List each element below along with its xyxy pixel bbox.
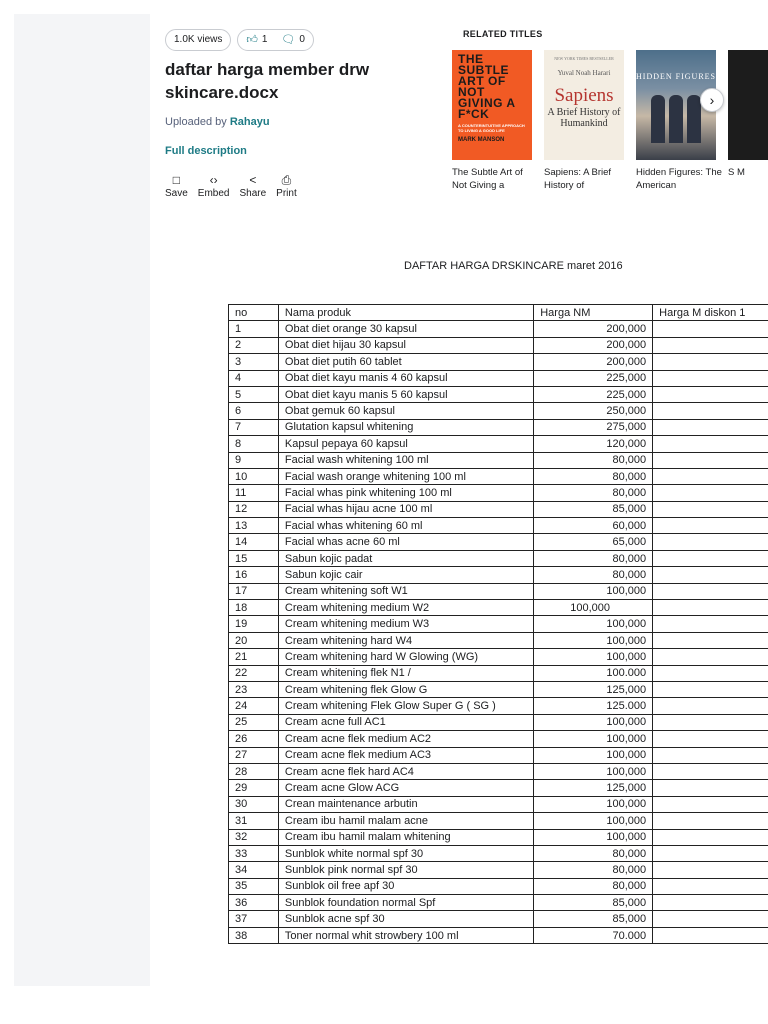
cell-price-nm: 80,000 <box>534 452 653 468</box>
book-cover-4[interactable] <box>728 50 768 160</box>
table-row <box>229 796 768 812</box>
cell-product: Facial wash orange whitening 100 ml <box>278 468 533 484</box>
document-title: daftar harga member drw skincare.docx <box>165 60 370 102</box>
table-row <box>229 468 768 484</box>
cell-price-m <box>653 632 768 648</box>
cell-product: Cream whitening soft W1 <box>278 583 533 599</box>
table-row <box>229 485 768 501</box>
carousel-next-button[interactable] <box>700 88 724 112</box>
cell-no: 13 <box>229 518 279 534</box>
cell-price-nm: 65,000 <box>534 534 653 550</box>
cell-product: Sabun kojic padat <box>278 550 533 566</box>
table-row <box>229 731 768 747</box>
cell-price-m <box>653 747 768 763</box>
cell-price-nm: 275,000 <box>534 419 653 435</box>
cell-no: 36 <box>229 895 279 911</box>
views-count: 1.0K views <box>174 34 223 45</box>
thumbs-up-icon[interactable]: 👍︎ <box>246 34 258 46</box>
related-book-4[interactable] <box>728 50 768 179</box>
comments-count: 0 <box>299 34 305 45</box>
cell-price-nm: 200,000 <box>534 337 653 353</box>
cell-no: 16 <box>229 567 279 583</box>
cell-price-m <box>653 354 768 370</box>
price-table <box>228 304 768 944</box>
cell-price-nm: 100,000 <box>534 616 653 632</box>
cell-product: Toner normal whit strowbery 100 ml <box>278 927 533 943</box>
table-body <box>229 321 768 944</box>
cell-no: 5 <box>229 386 279 402</box>
cell-no: 11 <box>229 485 279 501</box>
cell-no: 25 <box>229 714 279 730</box>
cell-price-m <box>653 337 768 353</box>
cell-price-nm: 80,000 <box>534 485 653 501</box>
cell-price-m <box>653 845 768 861</box>
cell-price-m <box>653 714 768 730</box>
column-header-product: Nama produk <box>278 305 533 321</box>
book-caption[interactable]: Hidden Figures: The American <box>636 167 722 191</box>
stats-row <box>165 29 314 51</box>
table-row <box>229 501 768 517</box>
table-row <box>229 665 768 681</box>
cell-price-nm: 85,000 <box>534 895 653 911</box>
cell-price-m <box>653 927 768 943</box>
cell-product: Sunblok foundation normal Spf <box>278 895 533 911</box>
left-rail <box>14 14 150 986</box>
cell-product: Obat diet kayu manis 5 60 kapsul <box>278 386 533 402</box>
cell-price-m <box>653 731 768 747</box>
cell-price-nm: 80,000 <box>534 567 653 583</box>
cell-price-nm: 125,000 <box>534 681 653 697</box>
column-header-price-nm: Harga NM <box>534 305 653 321</box>
cell-price-m <box>653 649 768 665</box>
cell-price-m <box>653 567 768 583</box>
cell-price-m <box>653 468 768 484</box>
table-row <box>229 649 768 665</box>
cell-price-nm: 225,000 <box>534 386 653 402</box>
cell-price-m <box>653 485 768 501</box>
cell-price-nm: 100,000 <box>534 583 653 599</box>
table-row <box>229 714 768 730</box>
cell-product: Facial whas acne 60 ml <box>278 534 533 550</box>
share-label: Share <box>239 188 267 199</box>
table-row <box>229 419 768 435</box>
print-icon: ⎙ <box>281 173 292 187</box>
cell-product: Facial whas whitening 60 ml <box>278 518 533 534</box>
cell-price-nm: 250,000 <box>534 403 653 419</box>
column-header-no: no <box>229 305 279 321</box>
cell-price-m <box>653 796 768 812</box>
cell-price-m <box>653 763 768 779</box>
cell-no: 7 <box>229 419 279 435</box>
cell-product: Cream whitening medium W3 <box>278 616 533 632</box>
related-book-2[interactable] <box>544 50 626 192</box>
cell-price-nm: 80,000 <box>534 550 653 566</box>
uploaded-by <box>165 116 270 128</box>
table-row <box>229 878 768 894</box>
cell-no: 6 <box>229 403 279 419</box>
table-header-row <box>229 305 768 321</box>
cell-no: 26 <box>229 731 279 747</box>
table-row <box>229 862 768 878</box>
cell-no: 30 <box>229 796 279 812</box>
cell-no: 9 <box>229 452 279 468</box>
likes-count: 1 <box>261 34 268 45</box>
cell-product: Facial wash whitening 100 ml <box>278 452 533 468</box>
table-row <box>229 698 768 714</box>
cell-price-m <box>653 698 768 714</box>
comment-icon[interactable]: 🗨︎ <box>281 34 296 46</box>
table-row <box>229 600 768 616</box>
chevron-right-icon: › <box>709 92 715 108</box>
cell-product: Sunblok oil free apf 30 <box>278 878 533 894</box>
related-book-3[interactable] <box>636 50 722 192</box>
cell-price-nm: 70.000 <box>534 927 653 943</box>
cell-price-nm: 80,000 <box>534 878 653 894</box>
cover-top: NEW YORK TIMES BESTSELLER <box>554 56 614 61</box>
table-row <box>229 534 768 550</box>
cell-price-nm: 100,000 <box>534 796 653 812</box>
cell-price-m <box>653 665 768 681</box>
cell-price-nm: 100,000 <box>534 600 653 616</box>
table-row <box>229 927 768 943</box>
table-row <box>229 403 768 419</box>
cell-product: Cream whitening hard W Glowing (WG) <box>278 649 533 665</box>
cell-price-nm: 85,000 <box>534 911 653 927</box>
cell-product: Cream ibu hamil malam whitening <box>278 829 533 845</box>
cell-no: 1 <box>229 321 279 337</box>
cell-no: 18 <box>229 600 279 616</box>
cell-no: 35 <box>229 878 279 894</box>
table-row <box>229 616 768 632</box>
share-icon: < <box>249 173 257 187</box>
cell-price-nm: 60,000 <box>534 518 653 534</box>
cell-no: 14 <box>229 534 279 550</box>
table-row <box>229 370 768 386</box>
share-button[interactable] <box>239 172 266 199</box>
cell-no: 37 <box>229 911 279 927</box>
cell-product: Sunblok acne spf 30 <box>278 911 533 927</box>
table-row <box>229 632 768 648</box>
related-book-1[interactable] <box>452 50 534 192</box>
table-row <box>229 911 768 927</box>
document-page <box>150 214 768 986</box>
column-header-price-m: Harga M diskon 1 <box>653 305 768 321</box>
cell-price-m <box>653 616 768 632</box>
cell-no: 34 <box>229 862 279 878</box>
cover-author: MARK MANSON <box>458 137 505 143</box>
table-row <box>229 583 768 599</box>
table-row <box>229 829 768 845</box>
cell-product: Sunblok white normal spf 30 <box>278 845 533 861</box>
table-row <box>229 780 768 796</box>
cell-no: 2 <box>229 337 279 353</box>
cell-price-m <box>653 534 768 550</box>
cell-product: Cream acne flek hard AC4 <box>278 763 533 779</box>
table-row <box>229 550 768 566</box>
table-row <box>229 567 768 583</box>
cell-no: 38 <box>229 927 279 943</box>
embed-button[interactable] <box>198 172 230 199</box>
cell-price-m <box>653 452 768 468</box>
cell-price-nm: 85,000 <box>534 501 653 517</box>
cell-price-m <box>653 878 768 894</box>
cell-price-m <box>653 780 768 796</box>
cell-price-m <box>653 895 768 911</box>
cell-no: 23 <box>229 681 279 697</box>
table-row <box>229 321 768 337</box>
book-cover-subtle-art[interactable] <box>452 50 532 160</box>
cell-no: 3 <box>229 354 279 370</box>
cell-no: 21 <box>229 649 279 665</box>
table-row <box>229 845 768 861</box>
cell-price-nm: 125,000 <box>534 780 653 796</box>
cell-product: Cream whitening Flek Glow Super G ( SG ) <box>278 698 533 714</box>
cell-price-nm: 100,000 <box>534 763 653 779</box>
cell-no: 4 <box>229 370 279 386</box>
book-cover-sapiens[interactable] <box>544 50 624 160</box>
book-caption[interactable]: The Subtle Art of Not Giving a <box>452 167 523 191</box>
cell-no: 27 <box>229 747 279 763</box>
cell-price-nm: 125.000 <box>534 698 653 714</box>
cell-price-m <box>653 419 768 435</box>
cell-product: Cream acne Glow ACG <box>278 780 533 796</box>
cell-no: 33 <box>229 845 279 861</box>
cell-product: Cream acne flek medium AC3 <box>278 747 533 763</box>
cell-price-m <box>653 681 768 697</box>
cell-no: 24 <box>229 698 279 714</box>
cell-price-nm: 100,000 <box>534 731 653 747</box>
cell-no: 12 <box>229 501 279 517</box>
cell-price-m <box>653 386 768 402</box>
cell-product: Cream whitening hard W4 <box>278 632 533 648</box>
cell-product: Obat diet putih 60 tablet <box>278 354 533 370</box>
cell-no: 28 <box>229 763 279 779</box>
table-row <box>229 436 768 452</box>
print-label: Print <box>276 188 297 199</box>
cell-price-m <box>653 600 768 616</box>
cell-price-nm: 100,000 <box>534 649 653 665</box>
cell-product: Cream acne full AC1 <box>278 714 533 730</box>
bookmark-icon: □ <box>172 173 181 187</box>
table-row <box>229 452 768 468</box>
cell-price-nm: 80,000 <box>534 468 653 484</box>
cell-product: Obat gemuk 60 kapsul <box>278 403 533 419</box>
cell-price-nm: 225,000 <box>534 370 653 386</box>
book-caption[interactable]: S M <box>728 167 745 178</box>
cell-product: Cream whitening flek N1 / <box>278 665 533 681</box>
cover-subtitle: A Brief History of Humankind <box>547 107 621 129</box>
cell-product: Obat diet kayu manis 4 60 kapsul <box>278 370 533 386</box>
related-titles-heading: RELATED TITLES <box>463 29 543 39</box>
reactions-badge[interactable] <box>237 29 314 51</box>
cover-title: Sapiens <box>554 85 614 106</box>
cell-price-nm: 100,000 <box>534 632 653 648</box>
cell-price-nm: 200,000 <box>534 354 653 370</box>
cell-product: Cream ibu hamil malam acne <box>278 813 533 829</box>
cell-no: 8 <box>229 436 279 452</box>
cell-price-m <box>653 370 768 386</box>
cell-product: Obat diet hijau 30 kapsul <box>278 337 533 353</box>
cell-price-nm: 100,000 <box>534 813 653 829</box>
full-description-link[interactable]: Full description <box>165 145 247 157</box>
table-row <box>229 747 768 763</box>
cell-product: Cream whitening flek Glow G <box>278 681 533 697</box>
action-bar <box>165 172 297 199</box>
cell-no: 22 <box>229 665 279 681</box>
cell-product: Obat diet orange 30 kapsul <box>278 321 533 337</box>
table-row <box>229 337 768 353</box>
uploader-link[interactable]: Rahayu <box>229 116 270 128</box>
table-row <box>229 813 768 829</box>
cell-price-m <box>653 862 768 878</box>
uploaded-by-label: Uploaded by <box>165 116 227 128</box>
cell-no: 20 <box>229 632 279 648</box>
cell-product: Crean maintenance arbutin <box>278 796 533 812</box>
cell-product: Cream whitening medium W2 <box>278 600 533 616</box>
views-badge <box>165 29 231 51</box>
cell-price-nm: 100.000 <box>534 665 653 681</box>
cell-price-nm: 80,000 <box>534 845 653 861</box>
cell-price-m <box>653 321 768 337</box>
table-row <box>229 763 768 779</box>
cell-price-m <box>653 518 768 534</box>
cell-product: Sunblok pink normal spf 30 <box>278 862 533 878</box>
cell-no: 32 <box>229 829 279 845</box>
cover-title: HIDDEN FIGURES <box>636 72 716 81</box>
cover-subtitle: A COUNTERINTUITIVE APPROACH TO LIVING A GOOD LIFE <box>458 123 525 133</box>
cell-price-nm: 200,000 <box>534 321 653 337</box>
cell-product: Sabun kojic cair <box>278 567 533 583</box>
table-row <box>229 518 768 534</box>
cell-no: 17 <box>229 583 279 599</box>
cell-price-m <box>653 911 768 927</box>
cell-product: Kapsul pepaya 60 kapsul <box>278 436 533 452</box>
cell-price-nm: 80,000 <box>534 862 653 878</box>
cell-price-nm: 100,000 <box>534 829 653 845</box>
save-label: Save <box>165 188 188 199</box>
table-row <box>229 895 768 911</box>
cover-title: THE SUBTLE ART OF NOT GIVING A F*CK <box>458 52 516 121</box>
cell-price-m <box>653 550 768 566</box>
page-heading: DAFTAR HARGA DRSKINCARE maret 2016 <box>404 260 623 272</box>
cell-no: 15 <box>229 550 279 566</box>
table-row <box>229 386 768 402</box>
table-row <box>229 354 768 370</box>
table-row <box>229 681 768 697</box>
cell-price-m <box>653 501 768 517</box>
save-button[interactable] <box>165 172 188 199</box>
cell-price-m <box>653 813 768 829</box>
print-button[interactable] <box>276 172 297 199</box>
book-caption[interactable]: Sapiens: A Brief History of <box>544 167 612 191</box>
cell-product: Facial whas hijau acne 100 ml <box>278 501 533 517</box>
cell-price-m <box>653 403 768 419</box>
cell-price-m <box>653 583 768 599</box>
code-icon: ‹› <box>209 173 218 187</box>
cell-product: Glutation kapsul whitening <box>278 419 533 435</box>
cell-no: 29 <box>229 780 279 796</box>
cell-price-nm: 100,000 <box>534 714 653 730</box>
cell-price-nm: 100,000 <box>534 747 653 763</box>
cell-no: 19 <box>229 616 279 632</box>
cell-product: Facial whas pink whitening 100 ml <box>278 485 533 501</box>
cell-price-m <box>653 829 768 845</box>
cell-product: Cream acne flek medium AC2 <box>278 731 533 747</box>
cell-price-nm: 120,000 <box>534 436 653 452</box>
cover-author: Yuval Noah Harari <box>557 69 611 77</box>
cell-no: 10 <box>229 468 279 484</box>
cell-no: 31 <box>229 813 279 829</box>
embed-label: Embed <box>197 188 230 199</box>
cell-price-m <box>653 436 768 452</box>
document-viewer[interactable] <box>150 214 768 986</box>
